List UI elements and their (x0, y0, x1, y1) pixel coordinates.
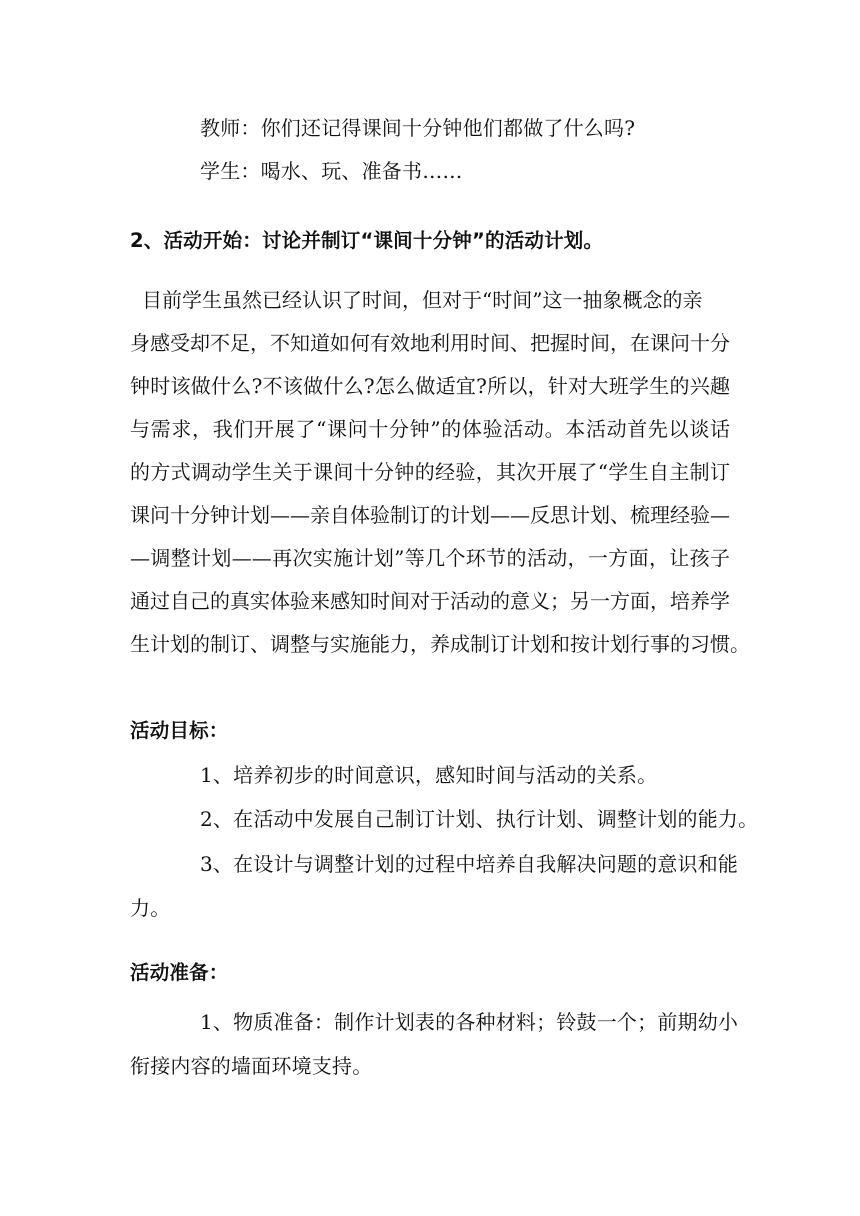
paragraph-line: 目前学生虽然已经认识了时间，但对于“时间”这一抽象概念的亲 (142, 288, 703, 312)
paragraph-line: 课问十分钟计划——亲自体验制订的计划——反思计划、梳理经验— (130, 503, 730, 527)
goals-heading: 活动目标： (130, 719, 229, 742)
goal-item: 3、在设计与调整计划的过程中培养自我解决问题的意识和能 (200, 852, 739, 876)
paragraph-line: 身感受却不足，不知道如何有效地利用时间、把握时间，在课问十分 (130, 331, 730, 355)
goal-item: 1、培养初步的时间意识，感知时间与活动的关系。 (200, 763, 658, 787)
paragraph-line: 的方式调动学生关于课间十分钟的经验，其次开展了“学生自主制订 (130, 460, 730, 484)
paragraph-line: 与需求，我们开展了“课问十分钟”的体验活动。本活动首先以谈话 (130, 417, 730, 441)
preparation-heading: 活动准备： (130, 961, 229, 984)
goal-item: 2、在活动中发展自己制订计划、执行计划、调整计划的能力。 (200, 807, 759, 831)
student-line: 学生：喝水、玩、准备书…… (200, 159, 463, 183)
paragraph-line: 生计划的制订、调整与实施能力，养成制订计划和按计划行事的习惯。 (130, 632, 750, 656)
preparation-item-continued: 衔接内容的墙面环境支持。 (130, 1054, 373, 1078)
paragraph-line: 通过自己的真实体验来感知时间对于活动的意义；另一方面，培养学 (130, 589, 730, 613)
goal-item-continued: 力。 (130, 896, 171, 920)
section-heading: 2、活动开始：讨论并制订“课间十分钟”的活动计划。 (130, 229, 604, 252)
teacher-line: 教师：你们还记得课间十分钟他们都做了什么吗? (200, 116, 636, 140)
paragraph-line: —调整计划——再次实施计划”等几个环节的活动，一方面，让孩子 (130, 546, 730, 570)
preparation-item: 1、物质准备：制作计划表的各种材料；铃鼓一个；前期幼小 (200, 1010, 739, 1034)
paragraph-line: 钟时该做什么?不该做什么?怎么做适宜?所以，针对大班学生的兴趣 (130, 374, 730, 398)
